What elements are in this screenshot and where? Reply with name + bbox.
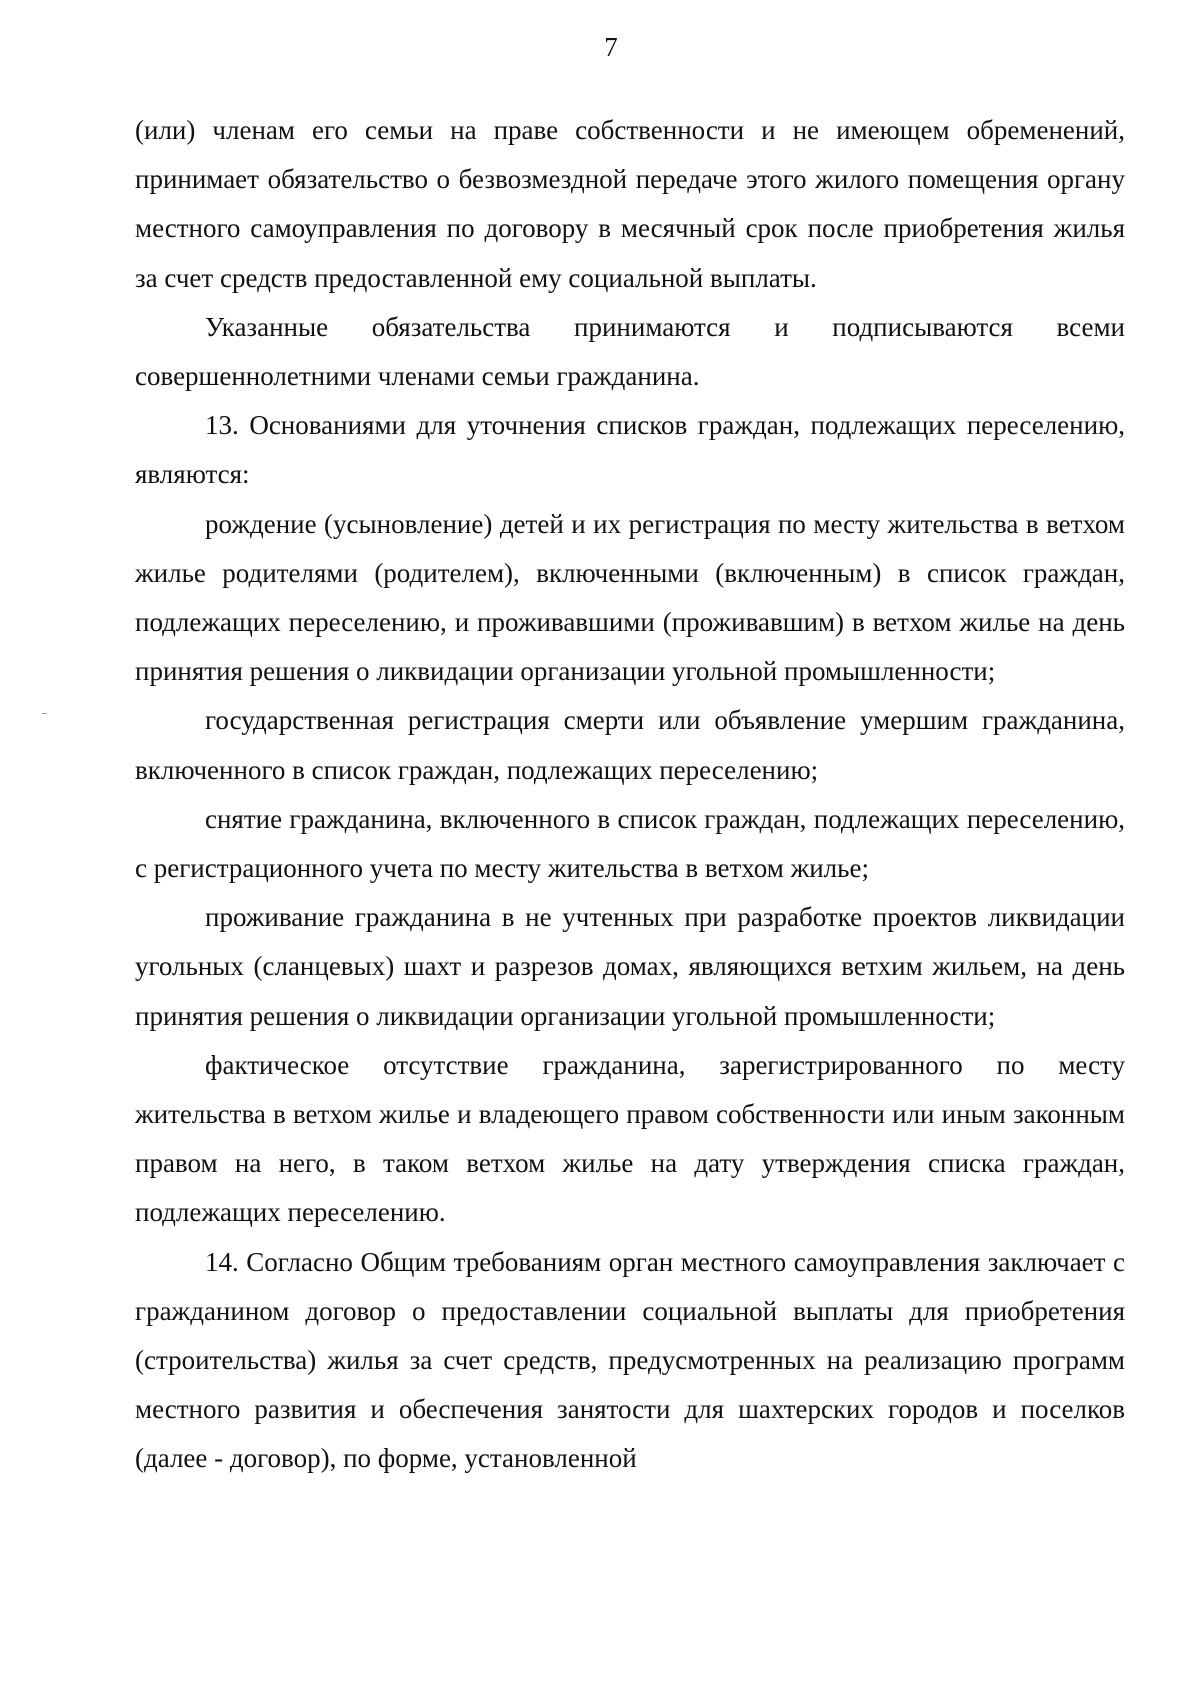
paragraph-actual-absence: фактическое отсутствие гражданина, зарегистрированного по месту жительства в ветхом жилье и владеющего правом собственности или иным законным правом на него, в таком ветхом жилье на дату утверждения списка граждан, подлежащих переселению. xyxy=(135,1049,1125,1228)
paragraph-death-registration: государственная регистрация смерти или объявление умершим гражданина, включенного в список граждан, подлежащих переселению; xyxy=(135,705,1125,785)
paragraph-continuation: (или) членам его семьи на праве собственности и не имеющем обременений, принимает обязательство о безвозмездной передаче этого жилого помещения органу местного самоуправления по договору в месячный срок после приобретения жилья за счет средств предоставленной ему социальной выплаты. xyxy=(135,115,1125,293)
paragraph-obligations-signed: Указанные обязательства принимаются и подписываются всеми совершеннолетними членами семьи гражданина. xyxy=(135,311,1125,392)
paragraph-13-heading: 13. Основаниями для уточнения списков граждан, подлежащих переселению, являются: xyxy=(135,410,1125,490)
scan-margin-mark xyxy=(42,713,47,714)
paragraph-deregistration: снятие гражданина, включенного в список граждан, подлежащих переселению, с регистрационного учета по месту жительства в ветхом жилье; xyxy=(135,803,1125,884)
paragraph-14-agreement: 14. Согласно Общим требованиям орган местного самоуправления заключает с гражданином договор о предоставлении социальной выплаты для приобретения (строительства) жилья за счет средств, предусмотренных на реализацию программ местного развития и обеспечения занятости для шахтерских городов и поселков (далее - договор), по форме, установленной xyxy=(135,1246,1125,1474)
document-body xyxy=(135,106,1125,1484)
paragraph-birth-adoption: рождение (усыновление) детей и их регистрация по месту жительства в ветхом жилье родителями (родителем), включенными (включенным) в список граждан, подлежащих переселению, и проживавшими (проживавшим) в ветхом жилье на день принятия решения о ликвидации организации угольной промышленности; xyxy=(135,508,1125,687)
paragraph-unaccounted-housing: проживание гражданина в не учтенных при разработке проектов ликвидации угольных (сланцевых) шахт и разрезов домах, являющихся ветхим жильем, на день принятия решения о ликвидации организации угольной промышленности; xyxy=(135,902,1125,1031)
page-number: 7 xyxy=(604,32,618,62)
